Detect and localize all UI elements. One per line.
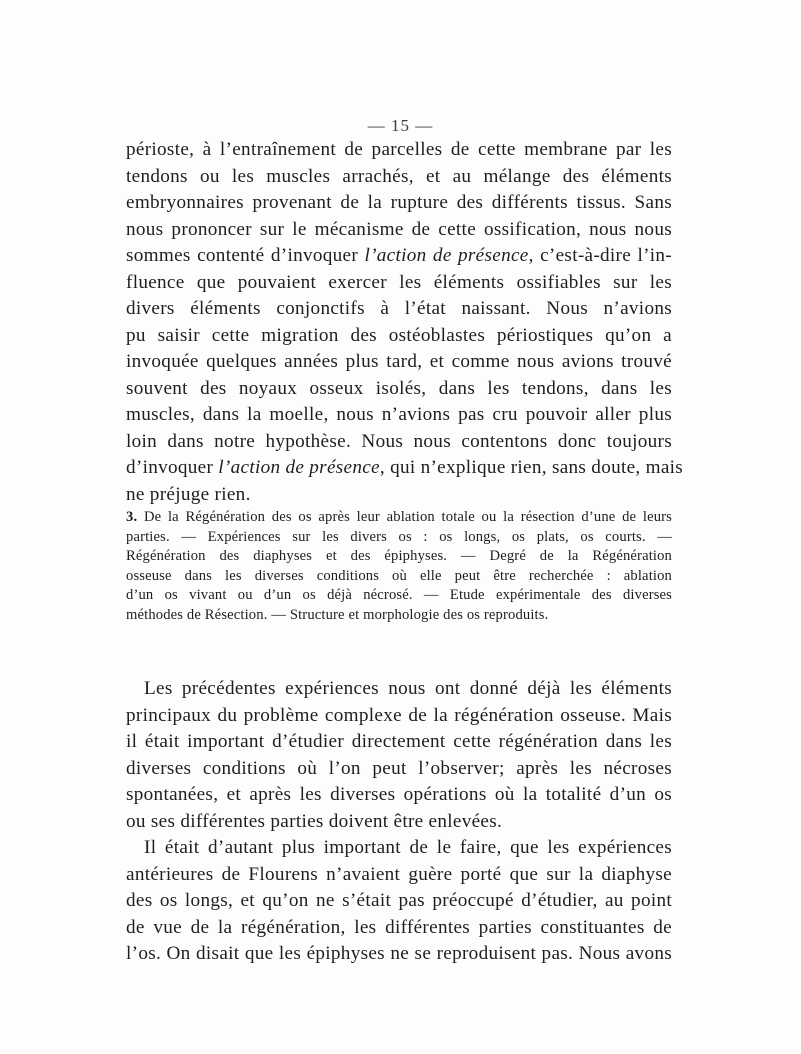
text-line: divers éléments conjonctifs à l’état naissant. Nous n’avions (126, 298, 672, 319)
italic-phrase: l’action de présence (218, 457, 380, 478)
text-line: Il était d’autant plus important de le faire, que les expériences (144, 837, 672, 858)
text-line: d’un os vivant ou d’un os déjà nécrosé. — Etude expérimentale des diverses (126, 587, 672, 604)
text-line: principaux du problème complexe de la régénération osseuse. Mais (126, 704, 672, 726)
text-line: tendons ou les muscles arrachés, et au mélange des éléments (126, 165, 672, 187)
text-line: méthodes de Résection. — Structure et morphologie des os reproduits. (126, 606, 549, 623)
section-heading-line (126, 508, 672, 528)
text-line: l’os. On disait que les épiphyses ne se reproduisent pas. Nous avons (126, 943, 672, 964)
text-line: il était important d’étudier directement cette régénération dans les (126, 731, 672, 752)
text-line: spontanées, et après les diverses opérations où la totalité d’un os (126, 784, 672, 805)
italic-phrase: l’action de présence (364, 245, 529, 266)
text-line: diverses conditions où l’on peut l’observer; après les nécroses (126, 757, 672, 779)
text-line: ou ses différentes parties doivent être enlevées. (126, 810, 503, 832)
text-line: embryonnaires provenant de la rupture des différents tissus. Sans (126, 192, 672, 213)
body-paragraph (126, 676, 672, 968)
text-run: sommes contenté d’invoquer (126, 245, 365, 266)
text-line: invoquée quelques années plus tard, et comme nous avions trouvé (126, 351, 672, 372)
text-line: Régénération des diaphyses et des épiphyses. — Degré de la Régénération (126, 548, 672, 565)
text-line: loin dans notre hypothèse. Nous nous contentons donc toujours (126, 430, 672, 452)
text-line: nous prononcer sur le mécanisme de cette ossification, nous nous (126, 218, 672, 240)
text-run: De la Régénération des os après leur ablation totale ou la résection d’une de leurs (137, 509, 672, 525)
text-run: , c’est-à-dire l’in- (528, 245, 672, 266)
text-line: périoste, à l’entraînement de parcelles de cette membrane par les (126, 139, 672, 160)
text-line: pu saisir cette migration des ostéoblastes périostiques qu’on a (126, 324, 672, 346)
page-number: — 15 — (367, 116, 434, 135)
section-3-summary (126, 508, 672, 626)
text-line: fluence que pouvaient exercer les éléments ossifiables sur les (126, 271, 672, 293)
text-line: parties. — Expériences sur les divers os : os longs, os plats, os courts. — (126, 528, 672, 545)
intro-paragraph (126, 137, 684, 508)
text-line: de vue de la régénération, les différentes parties constituantes de (126, 916, 672, 938)
text-line: antérieures de Flourens n’avaient guère porté que sur la diaphyse (126, 863, 672, 885)
text-line: Les précédentes expériences nous ont donné déjà les éléments (144, 678, 672, 699)
text-run: , qui n’explique rien, sans doute, mais (379, 457, 684, 478)
text-line: ne préjuge rien. (126, 483, 251, 505)
text-line (126, 455, 684, 482)
section-number: 3. (126, 509, 138, 525)
text-line (126, 243, 672, 270)
text-run: d’invoquer (126, 457, 219, 478)
text-line: osseuse dans les diverses conditions où elle peut être recherchée : ablation (126, 567, 672, 584)
text-line: muscles, dans la moelle, nous n’avions pas cru pouvoir aller plus (126, 404, 672, 425)
text-line: des os longs, et qu’on ne s’était pas préoccupé d’étudier, au point (126, 890, 672, 911)
text-line: souvent des noyaux osseux isolés, dans les tendons, dans les (126, 377, 672, 399)
